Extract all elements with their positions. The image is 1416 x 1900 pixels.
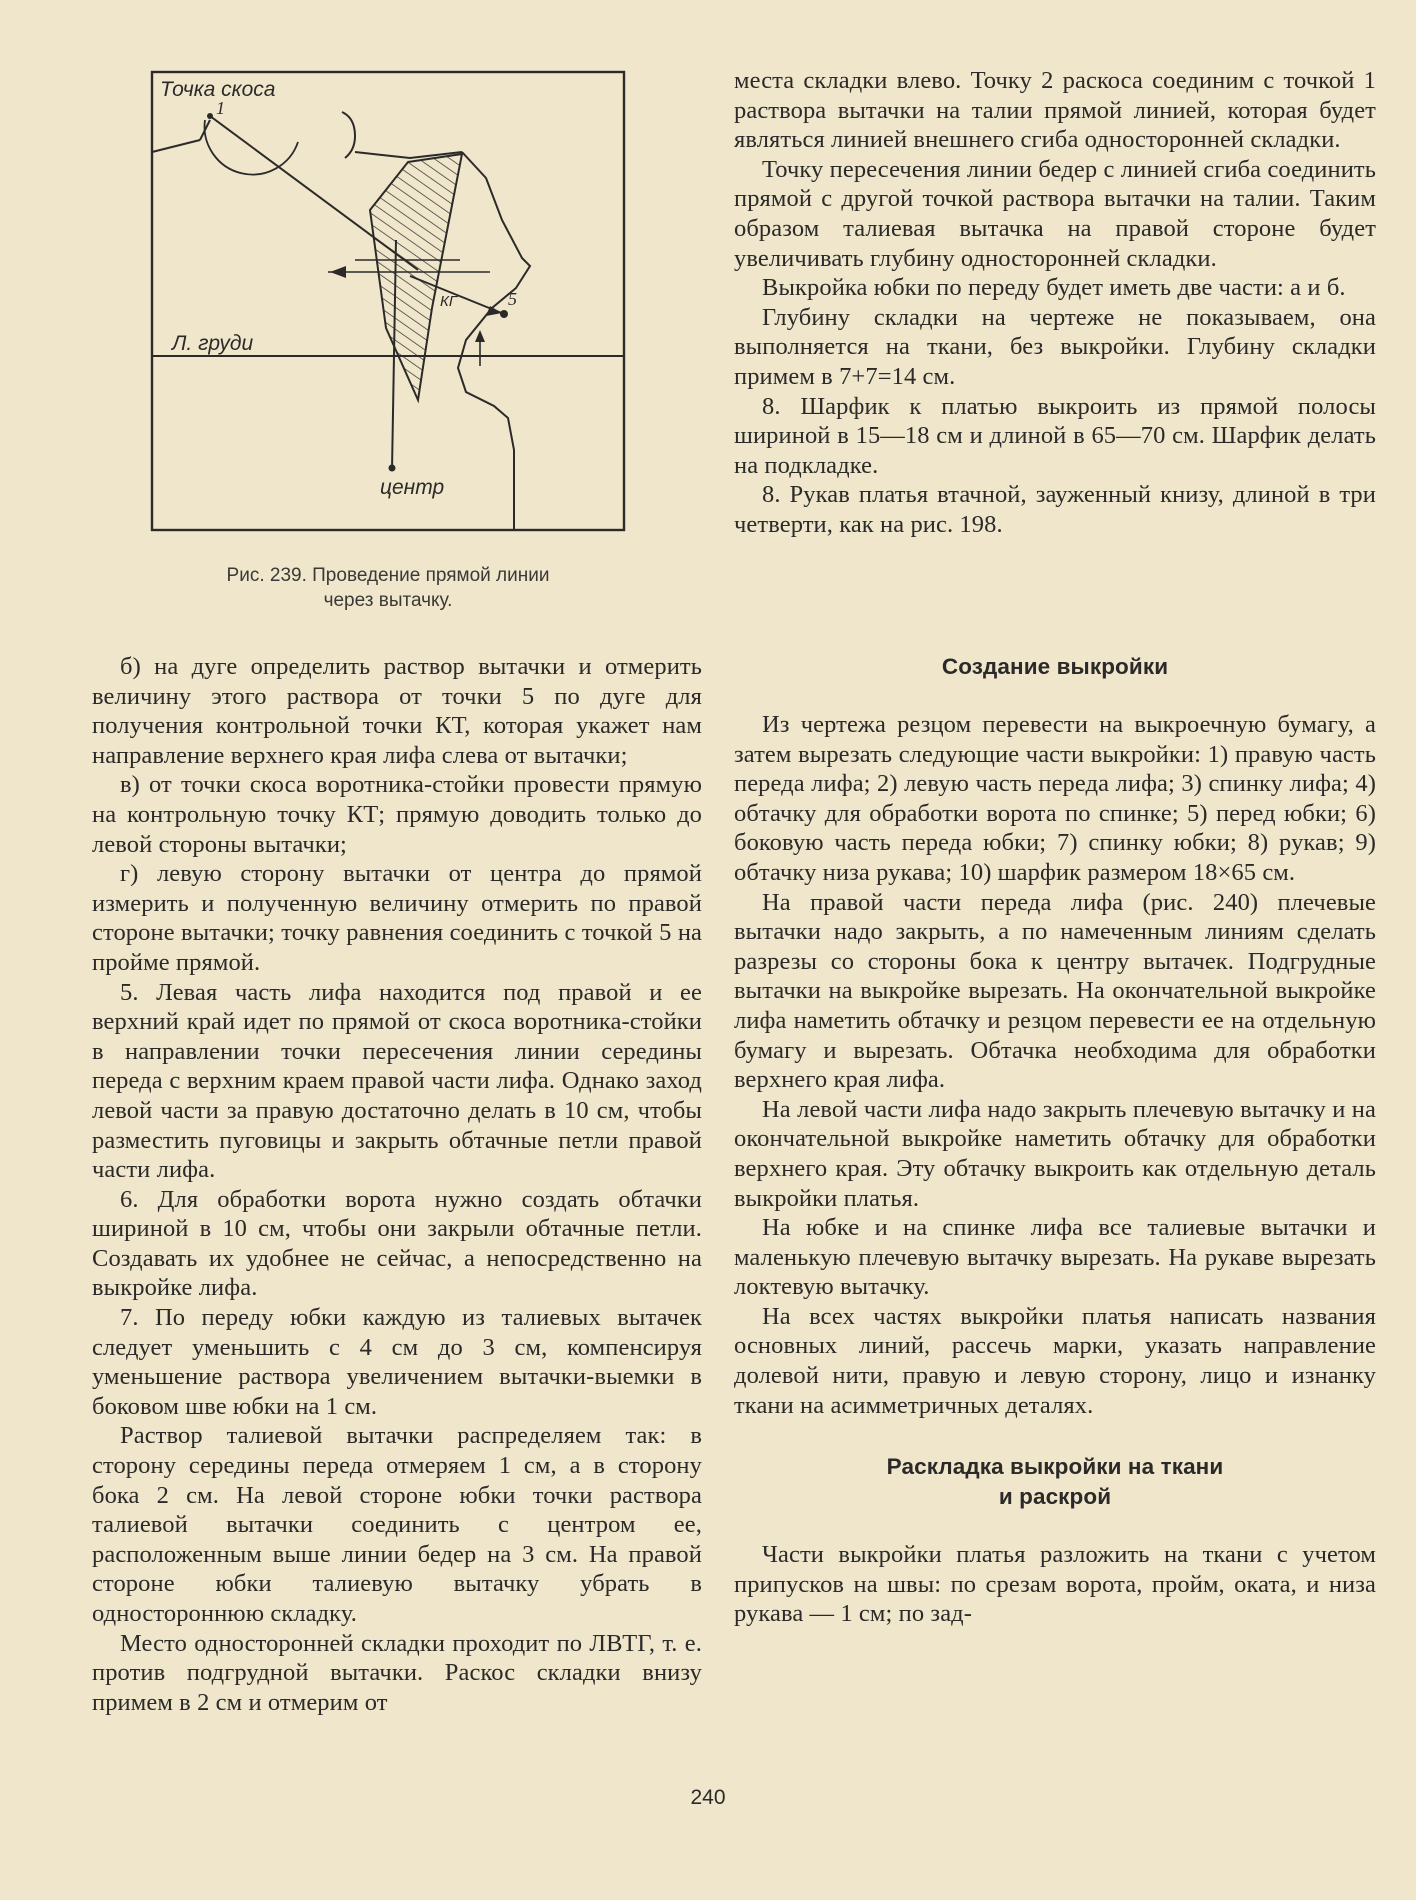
paragraph: места складки влево. Точку 2 раскоса соединим с точкой 1 раствора вытачки на талии прямой линией, которая будет являться линией внешнего сгиба односторонней складки. [734,67,1376,154]
paragraph: Место односторонней складки проходит по ЛВТГ, т. е. против подгрудной вытачки. Раскос складки внизу примем в 2 см и отмерим от [92,1629,702,1716]
section-heading-layout-line2: и раскрой [998,1484,1112,1510]
armhole-side [458,152,530,530]
paragraph: Глубину складки на чертеже не показываем, она выполняется на ткани, без выкройки. Глубину складки примем в 7+7=14 см. [734,303,1376,390]
shoulder-line-left [152,140,200,152]
figure-caption [120,563,656,613]
paragraph: Точку пересечения линии бедер с линией сгиба соединить прямой с другой точкой раствора вытачки на талии. Таким образом талиевая вытачка на правой стороне будет увеличивать глубину односторонней складки. [734,155,1376,272]
label-center: центр [380,476,445,499]
paragraph: 6. Для обработки ворота нужно создать обтачки шириной в 10 см, чтобы они закрыли обтачные петли. Создавать их удобнее не сейчас, а непосредственно на выкройке лифа. [92,1185,702,1302]
pattern-diagram [150,70,626,534]
paragraph: На левой части лифа надо закрыть плечевую вытачку и на окончательной выкройке наметить обтачку для обработки верхнего края. Эту обтачку выкроить как отдельную деталь выкройки платья. [734,1095,1376,1212]
paragraph: 7. По переду юбки каждую из талиевых вытачек следует уменьшить с 4 см до 3 см, компенсируя уменьшение раствора увеличением вытачки-выемки в боковом шве юбки на 1 см. [92,1304,702,1420]
caption-line-2: через вытачку. [323,590,453,611]
paragraph: 8. Шарфик к платью выкроить из прямой полосы шириной в 15—18 см и длиной в 65—70 см. Шарфик делать на подкладке. [734,392,1376,479]
label-point-1: 1 [216,98,225,118]
paragraph: б) на дуге определить раствор вытачки и отмерить величину этого раствора от точки 5 по дуге для получения контрольной точки КТ, которая укажет нам направление верхнего края лифа слева от вытачки; [92,653,702,769]
caption-line-1: Рис. 239. Проведение прямой линии [226,565,550,586]
right-column-bottom [734,652,1376,1629]
label-point-5: 5 [508,289,517,309]
paragraph: 8. Рукав платья втачной, зауженный книзу, длиной в три четверти, как на рис. 198. [734,481,1376,538]
label-bust-line: Л. груди [172,332,254,355]
right-column-top [734,66,1376,540]
left-column-text [92,652,702,1717]
figure-239 [150,70,626,534]
point-5-marker [500,310,508,318]
paragraph: На правой части переда лифа (рис. 240) плечевые вытачки надо закрыть, а по намеченным линиям сделать разрезы со стороны бока к центру вытачек. Подгрудные вытачки на выкройке вырезать. На окончательной выкройке лифа наметить обтачку и резцом перевести ее на отдельную бумагу и вырезать. Обтачка необходима для обработки верхнего края лифа. [734,888,1376,1094]
label-kt: КГ [440,293,457,310]
paragraph: Из чертежа резцом перевести на выкроечную бумагу, а затем вырезать следующие части выкройки: 1) правую часть переда лифа; 2) левую часть переда лифа; 3) спинку лифа; 4) обтачку для обработки ворота по спинке; 5) перед юбки; 6) боковую часть переда юбки; 7) спинку юбки; 8) рукав; 9) обтачку низа рукава; 10) шарфик размером 18×65 см. [734,711,1376,886]
paragraph: На всех частях выкройки платья написать названия основных линий, рассечь марки, указать направление долевой нити, правую и левую сторону, лицо и изнанку ткани на асимметричных деталях. [734,1302,1376,1419]
paragraph: Раствор талиевой вытачки распределяем так: в сторону середины переда отмеряем 1 см, а в сторону бока 2 см. На левой стороне юбки точки раствора талиевой вытачки соединить с центром ее, расположенным выше линии бедер на 3 см. На правой стороне юбки талиевую вытачку убрать в одностороннюю складку. [92,1422,702,1627]
paragraph: Выкройка юбки по переду будет иметь две части: а и б. [762,274,1346,302]
section-heading-pattern-creation: Создание выкройки [941,654,1169,679]
paragraph: На юбке и на спинке лифа все талиевые вытачки и маленькую плечевую вытачку вырезать. На рукаве вырезать локтевую вытачку. [734,1214,1376,1301]
section-heading-layout-line1: Раскладка выкройки на ткани [886,1454,1224,1480]
dart-hatched [370,154,462,400]
paragraph: г) левую сторону вытачки от центра до прямой измерить и полученную величину отмерить по правой стороне вытачки; точку равнения соединить с точкой 5 на пройме прямой. [92,860,702,976]
paragraph: Части выкройки платья разложить на ткани с учетом припусков на швы: по срезам ворота, пройм, оката, и низа рукава — 1 см; по зад- [734,1541,1376,1628]
paragraph: в) от точки скоса воротника-стойки провести прямую на контрольную точку КТ; прямую доводить только до левой стороны вытачки; [92,771,702,858]
label-bevel-point: Точка скоса [160,78,276,101]
page-number: 240 [690,1786,726,1809]
paragraph: 5. Левая часть лифа находится под правой и ее верхний край идет по прямой от скоса воротника-стойки в направлении точки пересечения линии середины переда с верхним краем правой части лифа. Однако заход левой части за правую достаточно делать в 10 см, чтобы разместить пуговицы и закрыть обтачные петли правой части лифа. [92,978,702,1184]
